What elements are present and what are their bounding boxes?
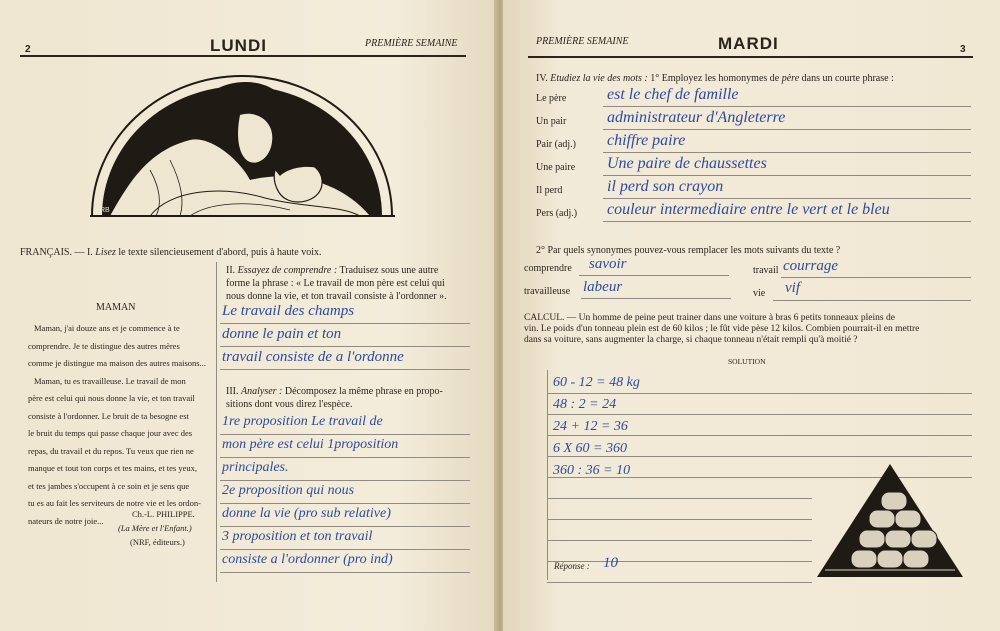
exercise-2 bbox=[226, 264, 481, 303]
q4-italic-word: père bbox=[781, 73, 800, 84]
synonym-label: travail bbox=[753, 265, 779, 276]
solution-line: 6 X 60 = 360 bbox=[553, 441, 627, 456]
poem-line: Maman, j'ai douze ans et je commence à te bbox=[34, 323, 180, 333]
solution-line: 48 : 2 = 24 bbox=[553, 397, 617, 412]
page-number: 2 bbox=[25, 44, 31, 55]
exercise-3-line: Décomposez la même phrase en propo- bbox=[284, 386, 443, 397]
exercise-2-italic: Essayez de comprendre : bbox=[237, 265, 338, 276]
homonym-answer: couleur intermediaire entre le vert et le bleu bbox=[607, 201, 890, 218]
homonym-answer: administrateur d'Angleterre bbox=[607, 109, 786, 126]
instruction-prefix: FRANÇAIS. — I. bbox=[20, 247, 93, 258]
poem-line: le bruit du temps qui passe chaque jour avec des bbox=[28, 428, 193, 438]
solution-label: SOLUTION bbox=[728, 357, 766, 366]
header-rule bbox=[528, 56, 973, 58]
poem-line: comprendre. Je te distingue des autres mères bbox=[28, 340, 180, 351]
calcul-line: CALCUL. — Un homme de peine peut trainer dans une voiture à bras 6 petits tonneaux pleins de bbox=[524, 313, 895, 323]
homonym-label: Le père bbox=[536, 93, 567, 104]
answer-3-line: consiste a l'ordonner (pro ind) bbox=[222, 552, 393, 567]
poem-line: nateurs de notre joie... bbox=[28, 515, 104, 526]
answer-2-line: donne le pain et ton bbox=[222, 326, 342, 342]
answer-3-line: 3 proposition et ton travail bbox=[222, 529, 373, 544]
poem-line: comme je distingue ma maison des autres maisons... bbox=[28, 358, 206, 368]
homonym-label: Pers (adj.) bbox=[536, 208, 578, 219]
poem-line: tu es au fait les serviteurs de notre vie et les ordon- bbox=[28, 498, 202, 508]
question-4 bbox=[536, 72, 976, 85]
homonym-label: Pair (adj.) bbox=[536, 139, 576, 150]
mother-child-illustration bbox=[90, 70, 395, 220]
solution-rule bbox=[547, 519, 812, 520]
poem-line: manque et tout ton corps et tes mains, et tes yeux, bbox=[28, 463, 198, 473]
page-number: 3 bbox=[960, 44, 966, 55]
homonym-answer: il perd son crayon bbox=[607, 178, 724, 195]
poem-text bbox=[28, 320, 208, 530]
poem-publisher: (NRF, éditeurs.) bbox=[130, 537, 185, 547]
q4-rest: dans un courte phrase : bbox=[801, 73, 894, 84]
reponse-value: 10 bbox=[603, 555, 618, 571]
q4-prefix: IV. bbox=[536, 73, 548, 84]
calcul-line: vin. Le poids d'un tonneau plein est de 60 kilos ; le fût vide pèse 12 kilos. Combien pourrait-il en mettre bbox=[524, 324, 920, 334]
answer-3-line: principales. bbox=[222, 460, 289, 475]
poem-line: Maman, tu es travailleuse. Le travail de mon bbox=[34, 375, 186, 386]
q4-italic: Etudiez la vie des mots : bbox=[550, 73, 648, 84]
solution-rule bbox=[547, 498, 812, 499]
synonym-label: comprendre bbox=[524, 263, 572, 274]
poem-line: consiste à l'ordonner. Le bruit de ta besogne est bbox=[28, 410, 189, 421]
homonym-label: Une paire bbox=[536, 162, 576, 173]
poem-source: (La Mère et l'Enfant.) bbox=[118, 523, 192, 533]
answer-2-line: Le travail des champs bbox=[222, 303, 355, 319]
synonym-answer: vif bbox=[785, 280, 800, 296]
day-title: LUNDI bbox=[210, 36, 267, 55]
solution-rule bbox=[547, 435, 972, 436]
solution-rule bbox=[547, 393, 972, 394]
exercise-3-prefix: III. bbox=[226, 386, 239, 397]
header-rule bbox=[20, 55, 466, 57]
week-label: PREMIÈRE SEMAINE bbox=[365, 38, 458, 49]
calcul-line: dans sa voiture, sans augmenter la charge, si chaque tonneau n'était rempli qu'à moitié ? bbox=[524, 335, 858, 345]
instruction-italic: Lisez bbox=[95, 247, 116, 258]
column-divider bbox=[216, 262, 217, 582]
exercise-3-italic: Analyser : bbox=[241, 386, 283, 397]
exercise-2-line: Traduisez sous une autre bbox=[339, 265, 439, 276]
synonym-answer: courrage bbox=[783, 258, 838, 274]
synonym-answer: savoir bbox=[589, 256, 627, 272]
week-label: PREMIÈRE SEMAINE bbox=[536, 36, 629, 47]
solution-margin bbox=[547, 370, 548, 580]
solution-line: 60 - 12 = 48 kg bbox=[553, 375, 640, 390]
exercise-2-line: nous donne la vie, et ton travail consiste à l'ordonner ». bbox=[226, 291, 447, 302]
barrels-illustration bbox=[815, 462, 965, 580]
homonym-answer: chiffre paire bbox=[607, 132, 686, 149]
answer-3-line: donne la vie (pro sub relative) bbox=[222, 506, 391, 521]
synonym-answer: labeur bbox=[583, 279, 623, 295]
synonym-label: vie bbox=[753, 288, 766, 299]
poem-author: Ch.-L. PHILIPPE. bbox=[132, 509, 195, 519]
poem-line: père est celui qui nous donne la vie, et ton travail bbox=[28, 393, 195, 403]
homonym-label: Un pair bbox=[536, 116, 567, 127]
answer-3-line: 2e proposition qui nous bbox=[222, 483, 355, 498]
q4-rest: 1° Employez les homonymes de bbox=[650, 73, 780, 84]
poem-line: et tes jambes s'occupent à ce soin et je sens que bbox=[28, 480, 190, 491]
synonym-label: travailleuse bbox=[524, 286, 571, 297]
exercise-2-line: forme la phrase : « Le travail de mon père est celui qui bbox=[226, 278, 445, 289]
reponse-label: Réponse : bbox=[554, 561, 590, 571]
instruction-rest: le texte silencieusement d'abord, puis à haute voix. bbox=[118, 247, 322, 258]
poem-title: MAMAN bbox=[96, 302, 136, 313]
exercise-3-line: sitions dont vous direz l'espèce. bbox=[226, 399, 353, 410]
homonym-answer: Une paire de chaussettes bbox=[607, 155, 767, 172]
solution-rule bbox=[547, 540, 812, 541]
answer-3-line: 1re proposition Le travail de bbox=[222, 414, 383, 429]
poem-line: repas, du travail et du repos. Tu veux que rien ne bbox=[28, 445, 194, 456]
synonyms-question: 2° Par quels synonymes pouvez-vous remplacer les mots suivants du texte ? bbox=[536, 245, 841, 256]
solution-line: 24 + 12 = 36 bbox=[553, 419, 628, 434]
right-page bbox=[503, 0, 1000, 631]
solution-rule bbox=[547, 582, 812, 583]
calcul-problem bbox=[524, 313, 979, 346]
illustration-initials: RB bbox=[100, 207, 110, 214]
day-title: MARDI bbox=[718, 34, 779, 53]
exercise-3 bbox=[226, 385, 481, 411]
exercise-2-prefix: II. bbox=[226, 265, 236, 276]
solution-line: 360 : 36 = 10 bbox=[553, 463, 631, 478]
left-page bbox=[0, 0, 497, 631]
answer-2-line: travail consiste de a l'ordonne bbox=[222, 349, 404, 365]
french-instruction bbox=[20, 246, 480, 259]
solution-rule bbox=[547, 414, 972, 415]
answer-3-line: mon père est celui 1proposition bbox=[222, 437, 399, 452]
homonym-answer: est le chef de famille bbox=[607, 86, 739, 103]
homonym-label: Il perd bbox=[536, 185, 563, 196]
